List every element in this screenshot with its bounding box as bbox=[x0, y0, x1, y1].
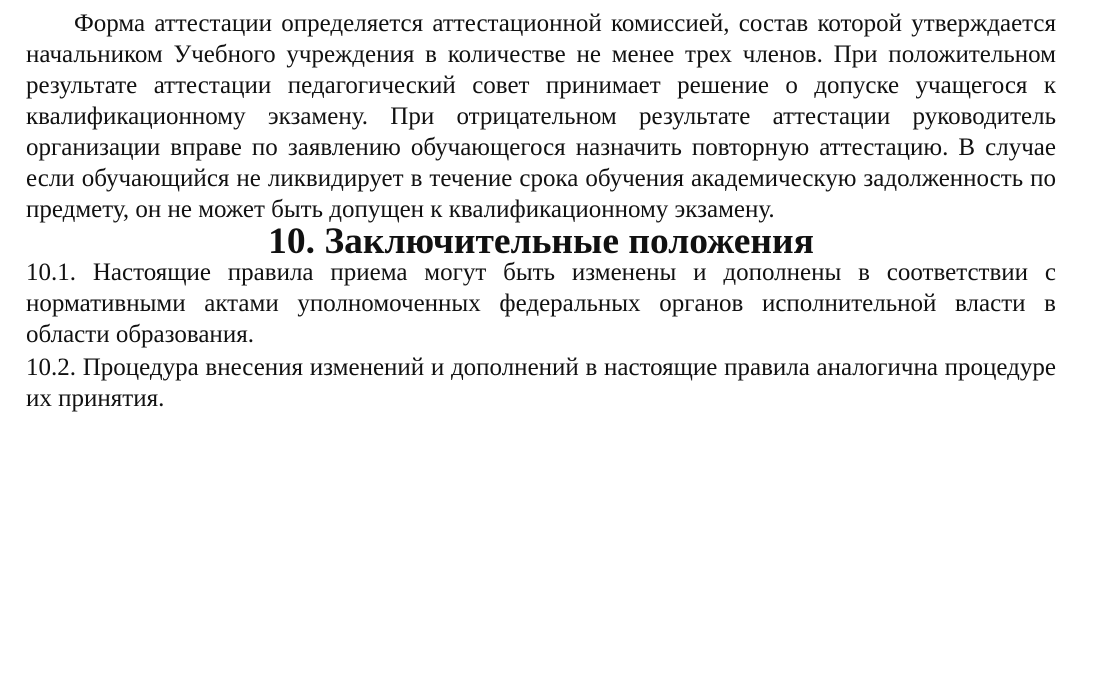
section-heading: 10. Заключительные положения bbox=[268, 221, 814, 262]
clause-10-2: 10.2. Процедура внесения изменений и дополнений в настоящие правила аналогична процедуре их принятия. bbox=[26, 354, 1056, 412]
intro-paragraph: Форма аттестации определяется аттестационной комиссией, состав которой утверждается начальником Учебного учреждения в количестве не менее трех членов. При положительном результате аттестации педагогический совет принимает решение о допуске учащегося к квалификационному экзамену. При отрицательном результате аттестации руководитель организации вправе по заявлению обучающегося назначить повторную аттестацию. В случае если обучающийся не ликвидирует в течение срока обучения академическую задолженность по предмету, он не может быть допущен к квалификационному экзамену. bbox=[26, 10, 1056, 223]
clause-10-1: 10.1. Настоящие правила приема могут быть изменены и дополнены в соответствии с нормативными актами уполномоченных федеральных органов исполнительной власти в области образования. bbox=[26, 259, 1056, 348]
document-page bbox=[26, 8, 1056, 414]
